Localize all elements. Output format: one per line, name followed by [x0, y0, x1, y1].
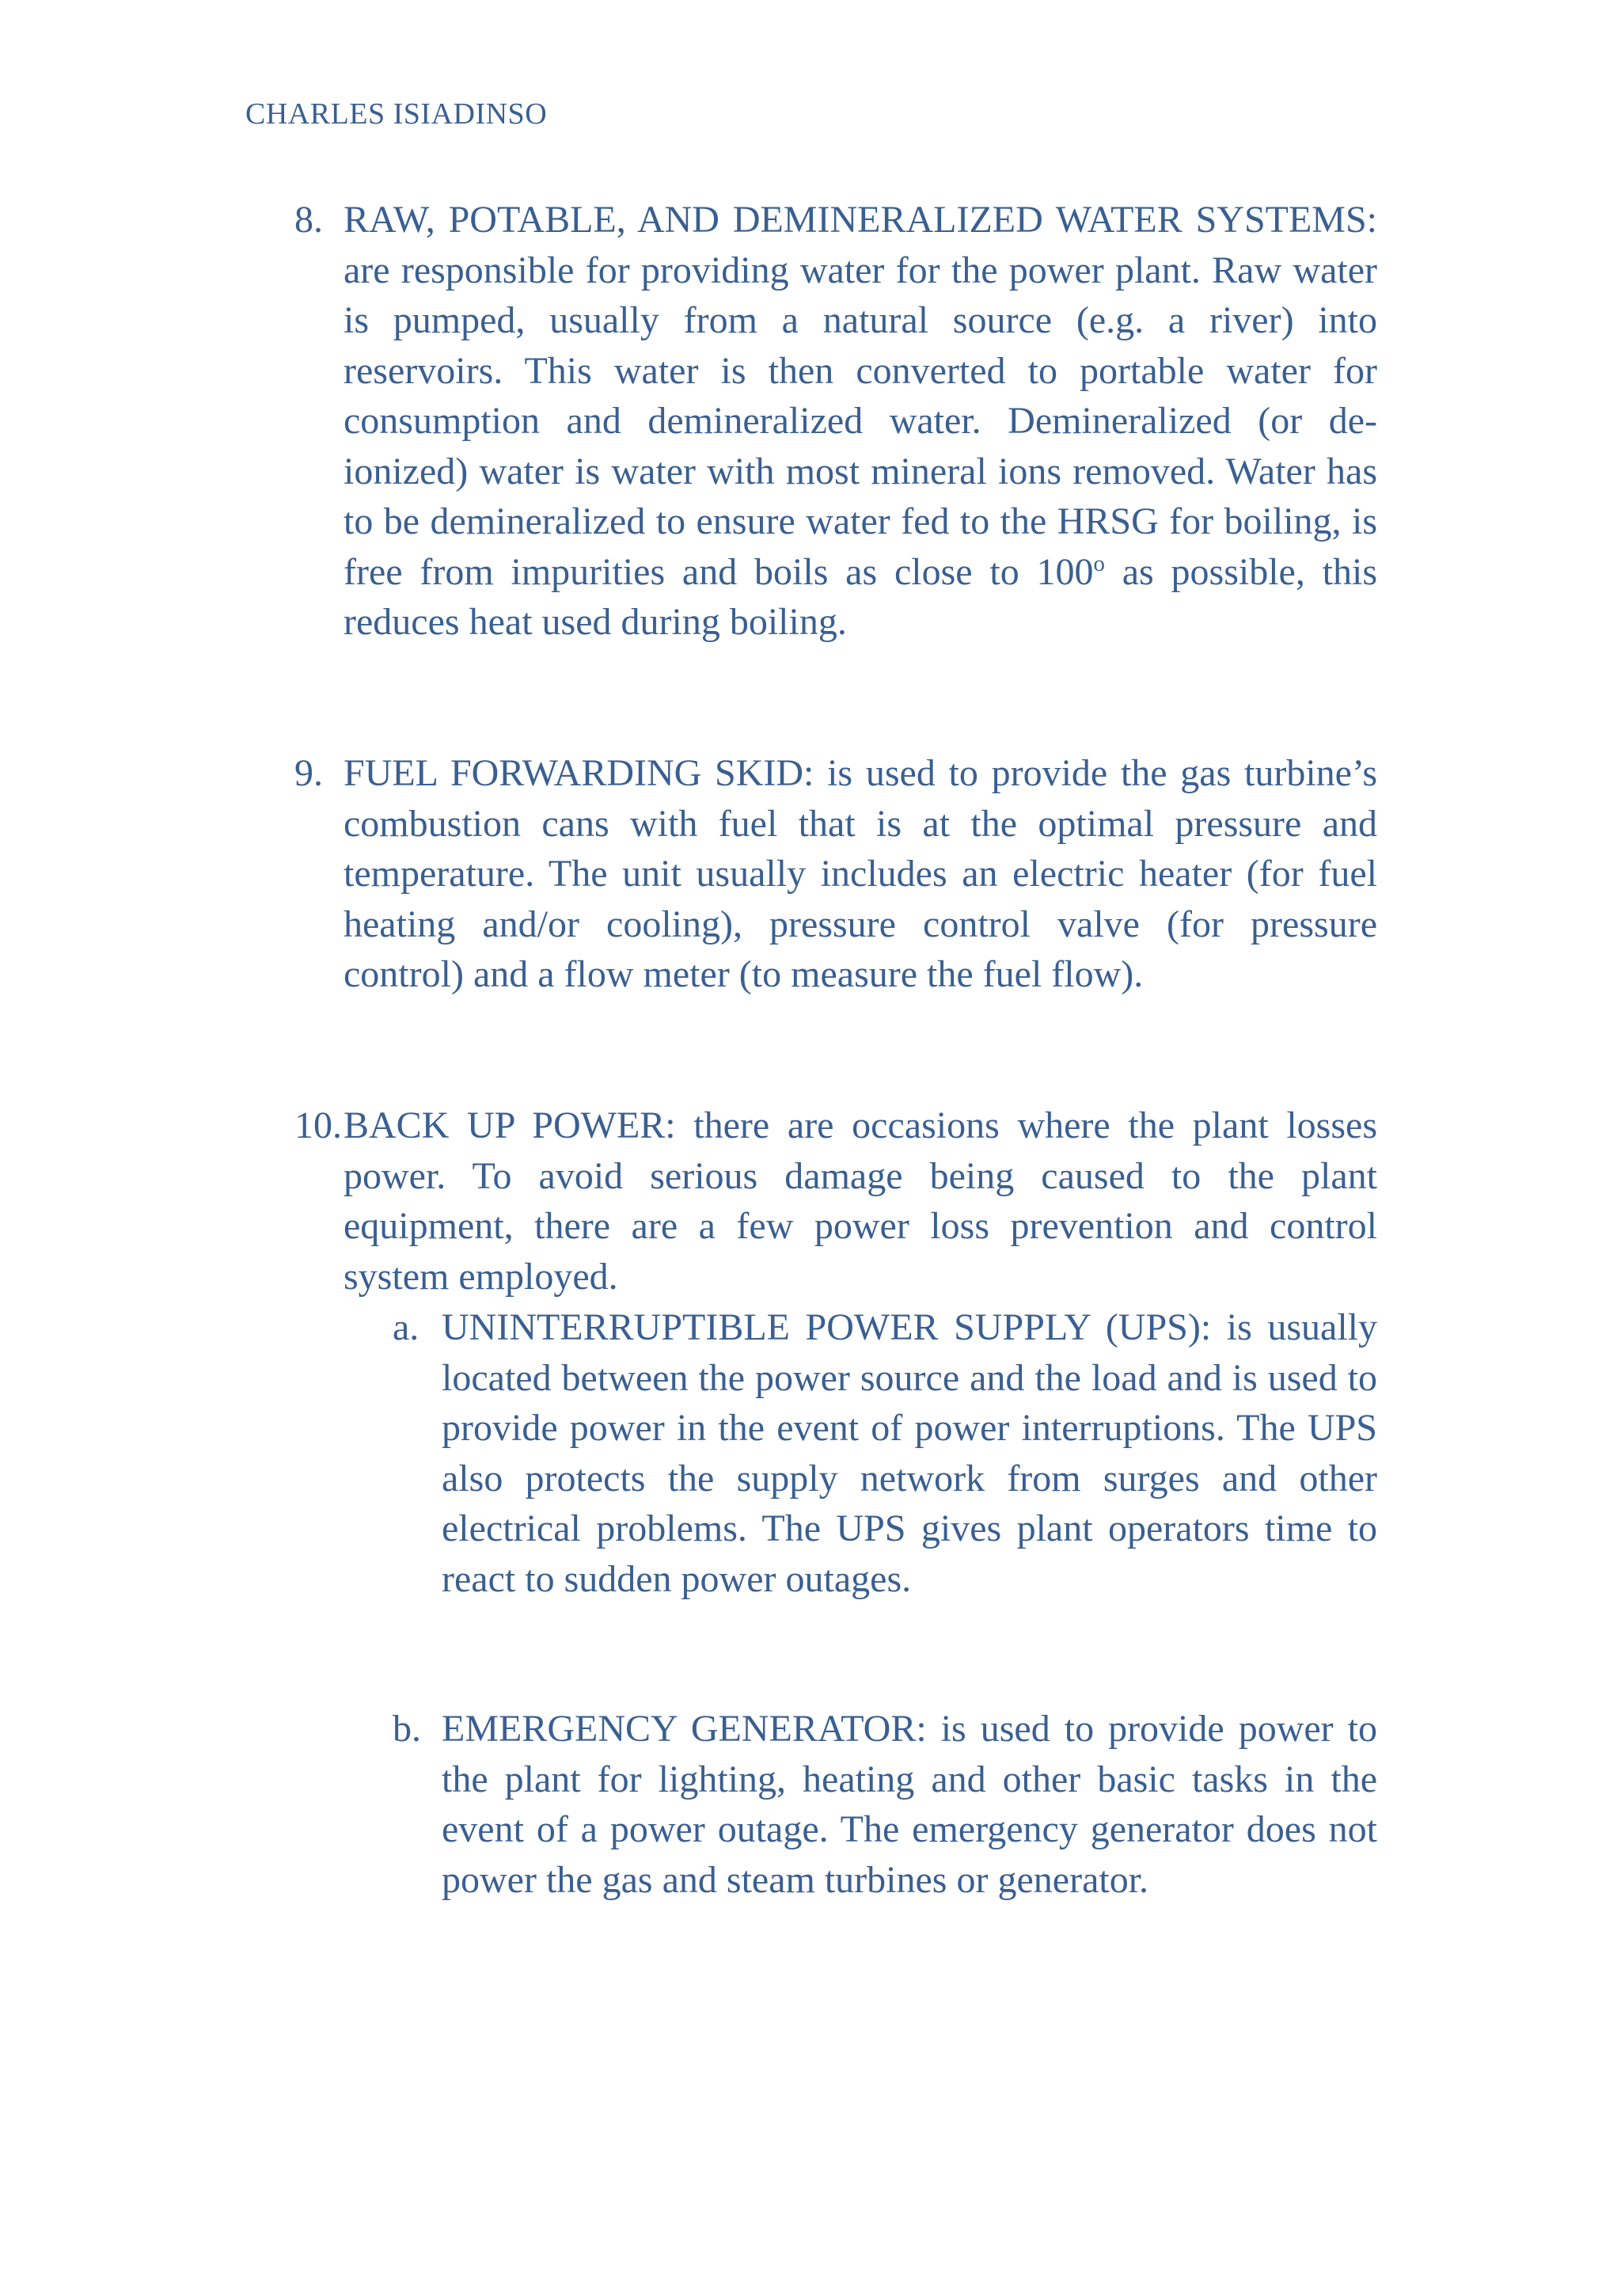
- list-item-text: [344, 748, 1377, 1000]
- list-item-number: 10.: [294, 1104, 342, 1146]
- list-item-body: is used to provide the gas turbine’s combustion cans with fuel that is at the optimal pressure and temperature. The unit usually includes an electric heater (for fuel heating and/or cooling), pressure control valve (for pressure control) and a flow meter (to measure the fuel flow).: [344, 752, 1377, 995]
- sub-list-item-letter: b.: [393, 1708, 421, 1750]
- list-item-body: there are occasions where the plant losses power. To avoid serious damage being caused to the plant equipment, there are a few power loss prevention and control system employed.: [344, 1104, 1378, 1298]
- list-item-body-continued: as possible, this reduces heat used during boiling.: [344, 550, 1378, 643]
- list-item-number: 9.: [294, 752, 323, 794]
- list-item-8: [294, 195, 1377, 648]
- list-item-10: [294, 1100, 1377, 1302]
- list-item-9: [294, 748, 1377, 1000]
- sub-list-item-letter: a.: [393, 1306, 419, 1348]
- sub-list-item-body: is usually located between the power source and the load and is used to provide power in the event of power interruptions. The UPS also protects the supply network from surges and other electrical problems. The UPS gives plant operators time to react to sudden power outages.: [442, 1306, 1377, 1600]
- list-item-text: [344, 1100, 1377, 1302]
- sub-list-item-text: [442, 1302, 1377, 1604]
- list-item-text: [344, 195, 1377, 648]
- sub-list-item-body: is used to provide power to the plant for lighting, heating and other basic tasks in the event of a power outage. The emergency generator does not power the gas and steam turbines or generator.: [442, 1708, 1378, 1901]
- list-item-number: 8.: [294, 199, 323, 241]
- sub-list-item-b: [393, 1704, 1377, 1905]
- list-item-title: RAW, POTABLE, AND DEMINERALIZED WATER SYSTEMS:: [344, 199, 1377, 241]
- sub-list-item-title: EMERGENCY GENERATOR:: [442, 1708, 927, 1750]
- page-header-author: CHARLES ISIADINSO: [245, 97, 548, 131]
- sub-list-item-text: [442, 1704, 1377, 1905]
- sub-list-item-a: [393, 1302, 1377, 1604]
- degree-superscript: o: [1093, 550, 1105, 576]
- list-item-title: BACK UP POWER:: [344, 1104, 676, 1146]
- list-item-body: are responsible for providing water for the power plant. Raw water is pumped, usually from a natural source (e.g. a river) into reservoirs. This water is then converted to portable water for consumption and demineralized water. Demineralized (or de-ionized) water is water with most mineral ions removed. Water has to be demineralized to ensure water fed to the HRSG for boiling, is free from impurities and boils as close to 100: [344, 249, 1377, 593]
- sub-list-item-title: UNINTERRUPTIBLE POWER SUPPLY (UPS):: [442, 1306, 1212, 1348]
- list-item-title: FUEL FORWARDING SKID:: [344, 752, 814, 794]
